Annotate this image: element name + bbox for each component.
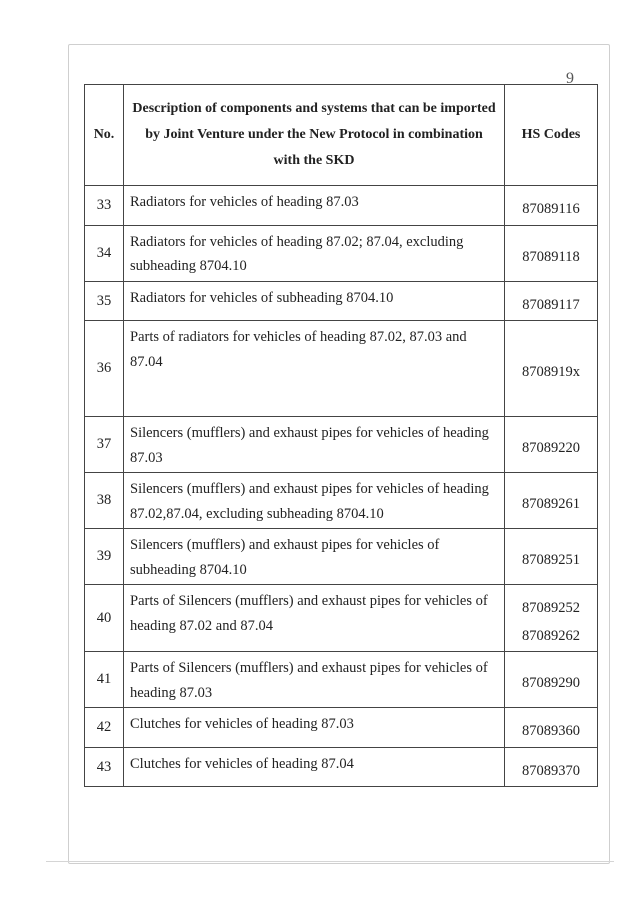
row-no: 42 bbox=[85, 708, 124, 748]
row-description: Clutches for vehicles of heading 87.03 bbox=[124, 708, 505, 748]
row-no: 39 bbox=[85, 529, 124, 585]
row-no: 38 bbox=[85, 473, 124, 529]
row-description: Parts of radiators for vehicles of heading 87.02, 87.03 and 87.04 bbox=[124, 321, 505, 417]
hs-code: 8708919x bbox=[522, 364, 580, 381]
row-hs-code bbox=[505, 417, 598, 473]
row-no: 43 bbox=[85, 747, 124, 787]
row-no: 41 bbox=[85, 652, 124, 708]
row-hs-code bbox=[505, 747, 598, 787]
table-row bbox=[85, 417, 598, 473]
row-no: 33 bbox=[85, 186, 124, 226]
table-row bbox=[85, 529, 598, 585]
header-no: No. bbox=[85, 85, 124, 186]
row-no: 35 bbox=[85, 281, 124, 321]
table-row bbox=[85, 708, 598, 748]
row-description: Parts of Silencers (mufflers) and exhaust pipes for vehicles of heading 87.02 and 87.04 bbox=[124, 585, 505, 652]
row-description: Clutches for vehicles of heading 87.04 bbox=[124, 747, 505, 787]
hs-code: 87089117 bbox=[522, 296, 580, 313]
hs-code: 87089116 bbox=[522, 201, 580, 217]
row-description: Radiators for vehicles of subheading 8704.10 bbox=[124, 281, 505, 321]
table-row bbox=[85, 585, 598, 652]
table-row bbox=[85, 186, 598, 226]
table-row bbox=[85, 281, 598, 321]
row-description: Silencers (mufflers) and exhaust pipes for vehicles of subheading 8704.10 bbox=[124, 529, 505, 585]
row-hs-code bbox=[505, 225, 598, 281]
table-row bbox=[85, 225, 598, 281]
header-description: Description of components and systems that can be imported by Joint Venture under the New Protocol in combination with the SKD bbox=[124, 85, 505, 186]
hs-code: 87089261 bbox=[522, 496, 580, 513]
page-edge-shadow bbox=[46, 858, 614, 862]
row-description: Silencers (mufflers) and exhaust pipes for vehicles of heading 87.02,87.04, excluding subheading 8704.10 bbox=[124, 473, 505, 529]
row-no: 37 bbox=[85, 417, 124, 473]
page-number: 9 bbox=[566, 70, 574, 87]
hs-code: 87089370 bbox=[522, 762, 580, 779]
row-hs-code bbox=[505, 585, 598, 652]
hs-code: 87089252 bbox=[522, 600, 580, 617]
hs-code: 87089220 bbox=[522, 440, 580, 457]
header-hs-codes: HS Codes bbox=[505, 85, 598, 186]
row-description: Radiators for vehicles of heading 87.02; 87.04, excluding subheading 8704.10 bbox=[124, 225, 505, 281]
row-description: Parts of Silencers (mufflers) and exhaust pipes for vehicles of heading 87.03 bbox=[124, 652, 505, 708]
row-hs-code bbox=[505, 281, 598, 321]
hs-code: 87089360 bbox=[522, 723, 580, 740]
row-hs-code bbox=[505, 321, 598, 417]
row-hs-code bbox=[505, 708, 598, 748]
hs-code: 87089262 bbox=[522, 627, 580, 644]
row-description: Radiators for vehicles of heading 87.03 bbox=[124, 186, 505, 226]
row-hs-code bbox=[505, 652, 598, 708]
components-table bbox=[84, 84, 598, 787]
hs-code: 87089251 bbox=[522, 552, 580, 569]
table-row bbox=[85, 473, 598, 529]
row-hs-code bbox=[505, 529, 598, 585]
table-row bbox=[85, 652, 598, 708]
table-row bbox=[85, 321, 598, 417]
table-row bbox=[85, 747, 598, 787]
row-hs-code bbox=[505, 473, 598, 529]
row-description: Silencers (mufflers) and exhaust pipes for vehicles of heading 87.03 bbox=[124, 417, 505, 473]
row-no: 40 bbox=[85, 585, 124, 652]
hs-code: 87089118 bbox=[522, 248, 580, 265]
row-no: 34 bbox=[85, 225, 124, 281]
row-hs-code bbox=[505, 186, 598, 226]
hs-code: 87089290 bbox=[522, 675, 580, 692]
row-no: 36 bbox=[85, 321, 124, 417]
table-header-row bbox=[85, 85, 598, 186]
